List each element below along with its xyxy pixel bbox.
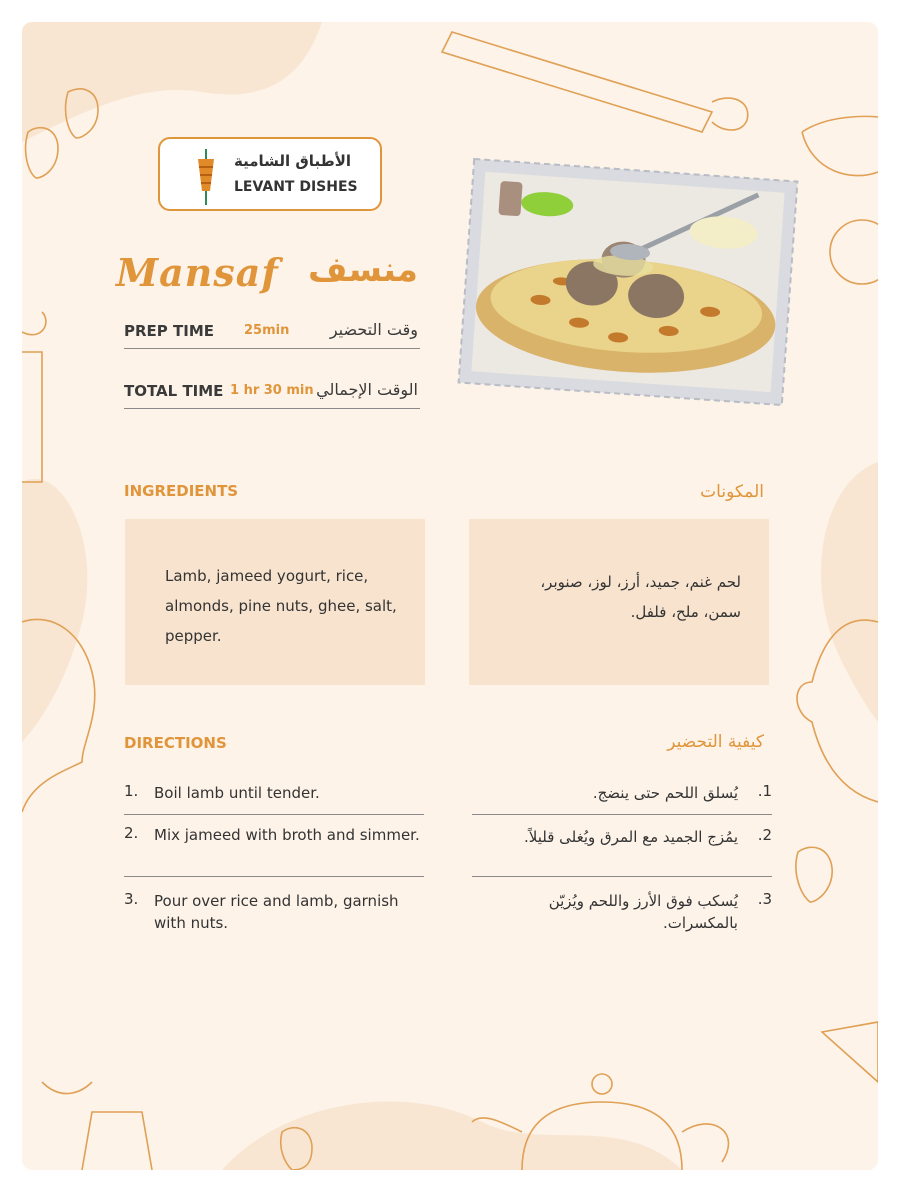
step-number: 1.: [124, 782, 139, 800]
logo-arabic-text: الأطباق الشامية: [234, 152, 352, 170]
step-number: 3.: [124, 890, 139, 908]
levant-dishes-logo: [158, 137, 382, 211]
logo-english-text: LEVANT DISHES: [234, 179, 358, 195]
step-number: .2: [757, 826, 772, 844]
recipe-card: [22, 22, 878, 1170]
total-time-row: [124, 378, 420, 409]
prep-time-label: PREP TIME: [124, 322, 214, 340]
direction-step-arabic: [472, 890, 772, 942]
total-time-label: TOTAL TIME: [124, 382, 224, 400]
ingredients-box-english: [125, 519, 425, 685]
ingredients-box-arabic: [469, 519, 769, 685]
step-number: 2.: [124, 824, 139, 842]
direction-step-english: [124, 824, 424, 877]
recipe-title-arabic: منسف: [307, 250, 418, 290]
step-text: Boil lamb until tender.: [154, 784, 320, 802]
step-text: يُسلق اللحم حتى ينضج.: [592, 784, 738, 802]
step-number: .3: [757, 890, 772, 908]
ingredients-heading-arabic: المكونات: [700, 482, 764, 502]
prep-time-value: 25min: [244, 323, 290, 338]
shawarma-icon: [194, 149, 218, 205]
step-text: Pour over rice and lamb, garnish with nuts.: [154, 892, 399, 932]
direction-step-arabic: [472, 826, 772, 877]
ingredients-heading-english: INGREDIENTS: [124, 482, 239, 500]
direction-step-english: [124, 782, 424, 815]
directions-heading-english: DIRECTIONS: [124, 734, 227, 752]
prep-time-row: [124, 318, 420, 349]
step-text: Mix jameed with broth and simmer.: [154, 826, 420, 844]
step-text: يمُزج الجميد مع المرق ويُغلى قليلاً.: [524, 828, 738, 846]
mansaf-dish-photo: [452, 156, 804, 408]
directions-heading-arabic: كيفية التحضير: [667, 732, 764, 752]
ingredients-text-english: Lamb, jameed yogurt, rice, almonds, pine nuts, ghee, salt, pepper.: [165, 567, 397, 645]
direction-step-arabic: [472, 782, 772, 815]
prep-time-arabic: وقت التحضير: [329, 320, 418, 339]
recipe-title-english: Mansaf: [116, 250, 279, 295]
step-number: .1: [757, 782, 772, 800]
step-text: يُسكب فوق الأرز واللحم ويُزيّن بالمكسرات.: [548, 892, 738, 932]
direction-step-english: [124, 890, 424, 942]
total-time-value: 1 hr 30 min: [230, 383, 314, 398]
total-time-arabic: الوقت الإجمالي: [316, 380, 418, 399]
ingredients-text-arabic: لحم غنم، جميد، أرز، لوز، صنوبر، سمن، ملح، فلفل.: [540, 573, 741, 621]
